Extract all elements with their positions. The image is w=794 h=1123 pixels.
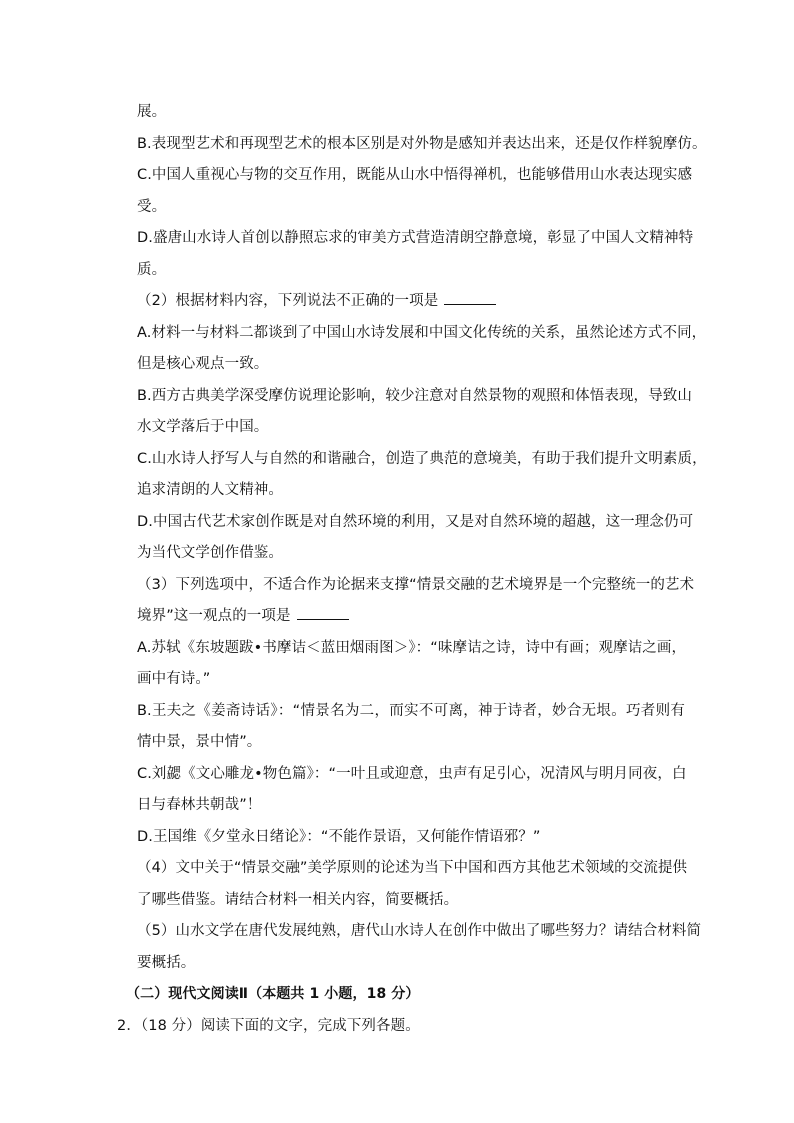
option-c-line: C.山水诗人抒写人与自然的和谐融合，创造了典范的意境美，有助于我们提升文明素质，: [137, 451, 707, 467]
option-a-line: A.材料一与材料二都谈到了中国山水诗发展和中国文化传统的关系，虽然论述方式不同，: [137, 325, 707, 341]
text-line: 画中有诗。”: [137, 671, 211, 687]
text-line: 日与春林共朝哉”！: [137, 797, 262, 813]
text-line: 受。: [137, 199, 167, 215]
section-heading: （二）现代文阅读Ⅱ（本题共 1 小题，18 分）: [126, 986, 420, 1002]
option-d-line: D.中国古代艺术家创作既是对自然环境的利用，又是对自然环境的超越，这一理念仍可: [137, 514, 694, 530]
option-c-line: C.刘勰《文心雕龙•物色篇》：“一叶且或迎意，虫声有足引心，况清风与明月同夜，白: [137, 766, 687, 782]
text-line: 追求清朗的人文精神。: [137, 482, 283, 498]
text-line: 情中景，景中情”。: [137, 734, 262, 750]
question-2-text: （2）根据材料内容，下列说法不正确的一项是: [137, 293, 439, 309]
text-line: 了哪些借鉴。请结合材料一相关内容，简要概括。: [137, 892, 459, 908]
answer-blank: [444, 292, 496, 305]
text-line: 展。: [137, 104, 167, 120]
question-4-line: （4）文中关于“情景交融”美学原则的论述为当下中国和西方其他艺术领域的交流提供: [137, 860, 688, 876]
question-heading: 2．（18 分）阅读下面的文字，完成下列各题。: [117, 1018, 420, 1034]
option-a-line: A.苏轼《东坡题跋•书摩诘＜蓝田烟雨图＞》：“味摩诘之诗，诗中有画；观摩诘之画，: [137, 640, 687, 656]
question-3-line: （3）下列选项中，不适合作为论据来支撑“情景交融的艺术境界是一个完整统一的艺术: [137, 577, 695, 593]
option-d-line: D.王国维《夕堂永日绪论》：“不能作景语，又何能作情语邪？”: [137, 829, 541, 845]
question-3-line-2: [137, 606, 685, 626]
question-5-line: （5）山水文学在唐代发展纯熟，唐代山水诗人在创作中做出了哪些努力？请结合材料简: [137, 923, 702, 939]
option-b-line: B.王夫之《姜斋诗话》：“情景名为二，而实不可离，神于诗者，妙合无垠。巧者则有: [137, 703, 685, 719]
answer-blank: [297, 607, 349, 620]
text-line: 但是核心观点一致。: [137, 356, 269, 372]
option-b-line: B.表现型艺术和再现型艺术的根本区别是对外物是感知并表达出来，还是仅作样貌摩仿。: [137, 136, 707, 152]
text-line: 质。: [137, 262, 167, 278]
option-b-line: B.西方古典美学深受摩仿说理论影响，较少注意对自然景物的观照和体悟表现，导致山: [137, 388, 692, 404]
text-line: 要概括。: [137, 955, 196, 971]
text-line: 为当代文学创作借鉴。: [137, 545, 283, 561]
question-3-text: 境界”这一观点的一项是: [137, 608, 291, 624]
option-d-line: D.盛唐山水诗人首创以静照忘求的审美方式营造清朗空静意境，彰显了中国人文精神特: [137, 230, 694, 246]
question-2-line: [137, 291, 685, 311]
text-line: 水文学落后于中国。: [137, 419, 269, 435]
option-c-line: C.中国人重视心与物的交互作用，既能从山水中悟得禅机，也能够借用山水表达现实感: [137, 167, 693, 183]
